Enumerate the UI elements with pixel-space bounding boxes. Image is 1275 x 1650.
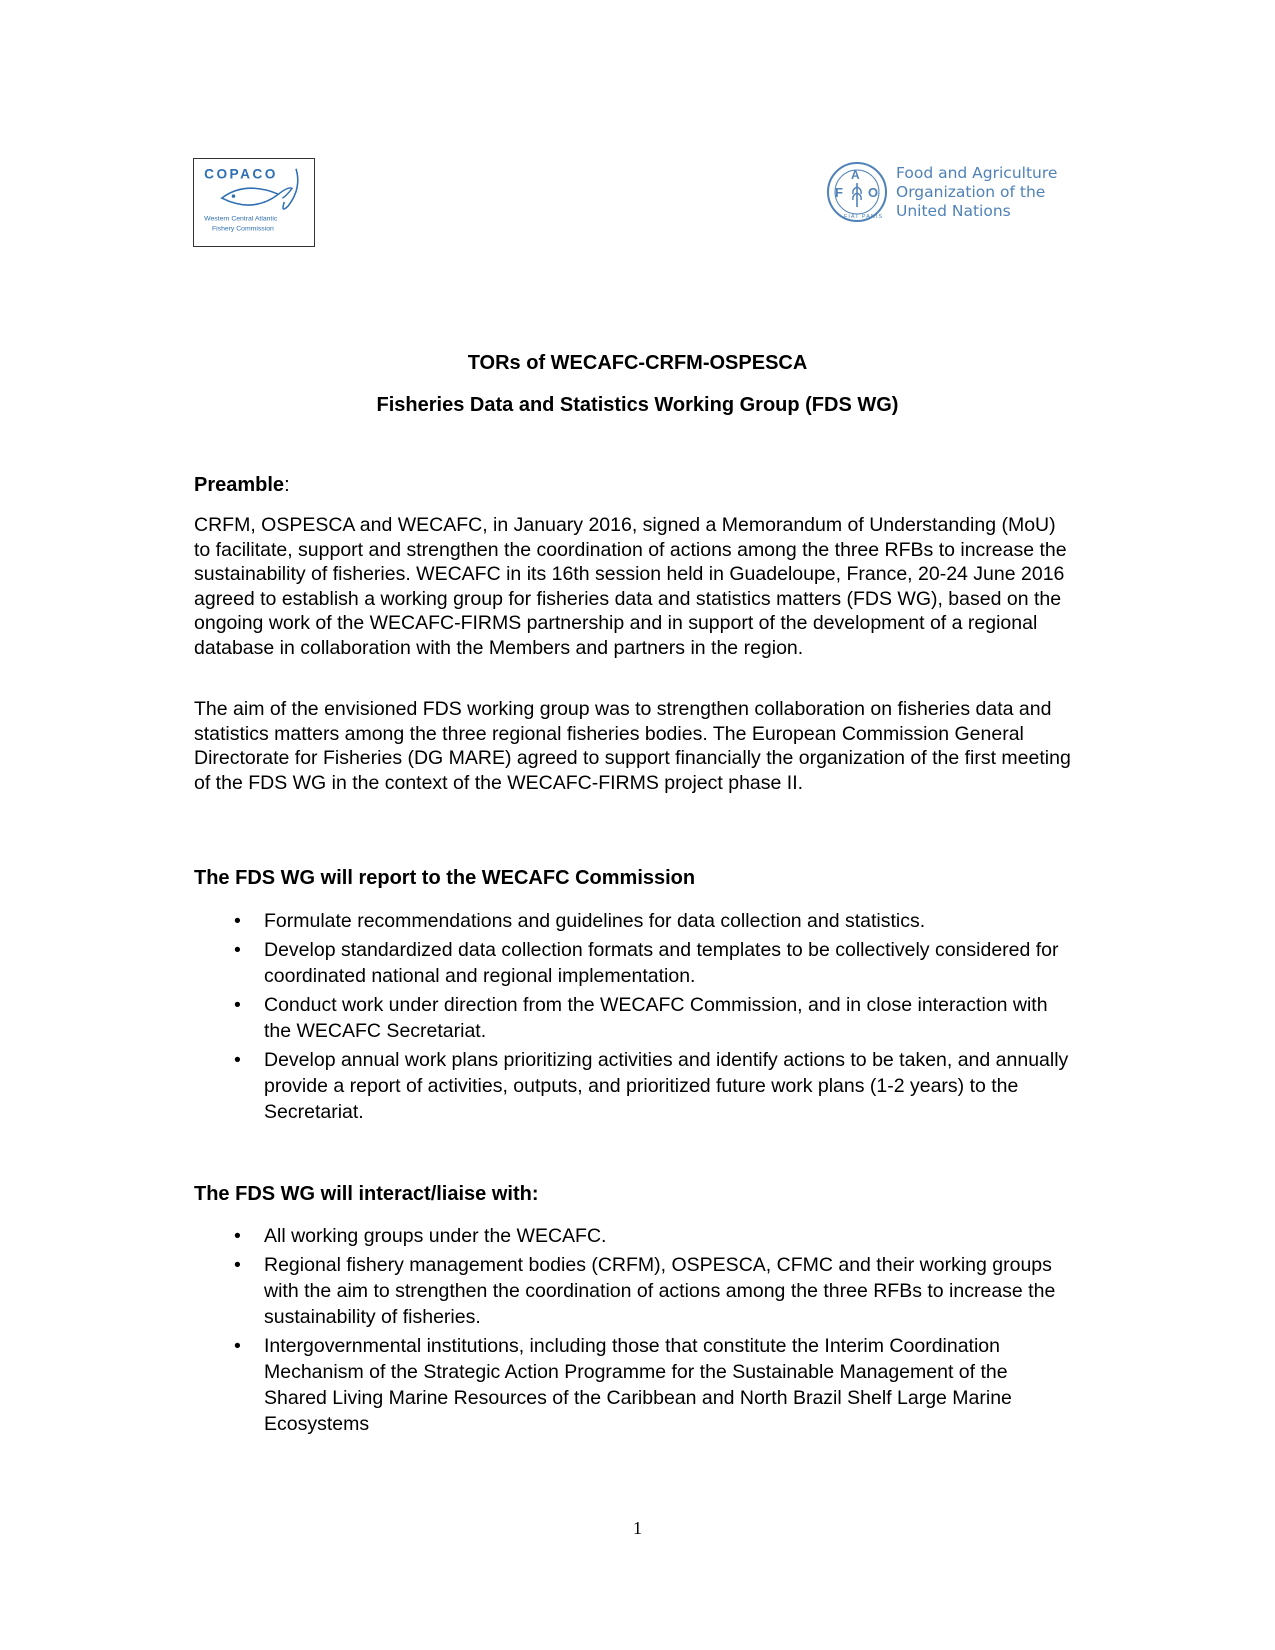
copaco-fish-icon [194, 159, 314, 246]
svg-text:FIAT PANIS: FIAT PANIS [844, 214, 884, 220]
fao-text-line-1: Food and Agriculture [896, 164, 1058, 182]
preamble-paragraph-1-text: CRFM, OSPESCA and WECAFC, in January 2016, signed a Memorandum of Understanding (MoU) to facilitate, support and strengthen the coordination of actions among the three RFBs to increase the sustainability of fisheries. WECAFC in its 16th session held in Guadeloupe, France, 20-24 June 2016 agreed to establish a working group for fisheries data and statistics matters (FDS WG), based on the ongoing work of the WECAFC-FIRMS partnership and in support of the development of a regional database in collaboration with the Members and partners in the region. [194, 514, 1067, 659]
list-item: • Develop annual work plans prioritizing activities and identify actions to be taken, and annually provide a report of activities, outputs, and prioritized future work plans (1-2 years) to the Secretariat. [234, 1049, 1069, 1123]
fao-text-line-2: Organization of the [896, 183, 1046, 201]
svg-text:Western Central Atlantic: Western Central Atlantic [204, 215, 278, 223]
preamble-heading-text: Preamble [194, 474, 285, 496]
preamble-paragraph-2-text: The aim of the envisioned FDS working group was to strengthen collaboration on fisheries data and statistics matters among the three regional fisheries bodies. The European Commission General Directorate for Fisheries (DG MARE) agreed to support financially the organization of the first meeting of the FDS WG in the context of the WECAFC-FIRMS project phase II. [194, 698, 1071, 794]
copaco-logo-text: COPACO [204, 166, 278, 182]
preamble-paragraph-2 [194, 697, 1074, 795]
bullet-icon: • [234, 939, 241, 961]
svg-text:A: A [851, 168, 860, 182]
fao-logo-text [896, 164, 1057, 221]
list-item: • Formulate recommendations and guidelines for data collection and statistics. [234, 910, 926, 932]
fao-logo [826, 161, 1056, 225]
fao-emblem-icon [826, 161, 888, 223]
preamble-heading-colon: : [284, 474, 290, 496]
svg-text:Fishery Commission: Fishery Commission [211, 225, 274, 233]
list-item: • Develop standardized data collection formats and templates to be collectively considered for coordinated national and regional implementation. [234, 939, 1059, 987]
report-section-heading: The FDS WG will report to the WECAFC Commission [194, 867, 696, 889]
bullet-icon: • [234, 1049, 241, 1071]
page-number: 1 [633, 1518, 642, 1538]
list-item: • Regional fishery management bodies (CRFM), OSPESCA, CFMC and their working groups with the aim to strengthen the coordination of actions among the three RFBs to increase the sustainability of fisheries. [234, 1254, 1056, 1328]
liaise-list [194, 1223, 1074, 1440]
bullet-icon: • [234, 910, 241, 932]
document-title: TORs of WECAFC-CRFM-OSPESCA [467, 352, 808, 374]
svg-text:F: F [835, 185, 843, 200]
list-item: • All working groups under the WECAFC. [234, 1225, 607, 1247]
fao-text-line-3: United Nations [896, 202, 1011, 220]
svg-text:O: O [868, 185, 879, 200]
bullet-icon: • [234, 1225, 241, 1247]
preamble-heading [194, 474, 290, 497]
bullet-icon: • [234, 994, 241, 1016]
list-item: • Intergovernmental institutions, including those that constitute the Interim Coordination Mechanism of the Strategic Action Programme for the Sustainable Management of the Shared Living Marine Resources of the Caribbean and North Brazil Shelf Large Marine Ecosystems [234, 1335, 1012, 1435]
bullet-icon: • [234, 1254, 241, 1276]
copaco-logo [193, 158, 315, 247]
report-list [194, 908, 1074, 1128]
list-item: • Conduct work under direction from the WECAFC Commission, and in close interaction with the WECAFC Secretariat. [234, 994, 1048, 1042]
document-subtitle: Fisheries Data and Statistics Working Group (FDS WG) [376, 394, 899, 416]
preamble-paragraph-1 [194, 513, 1074, 660]
bullet-icon: • [234, 1335, 241, 1357]
liaise-section-heading: The FDS WG will interact/liaise with: [194, 1183, 539, 1205]
